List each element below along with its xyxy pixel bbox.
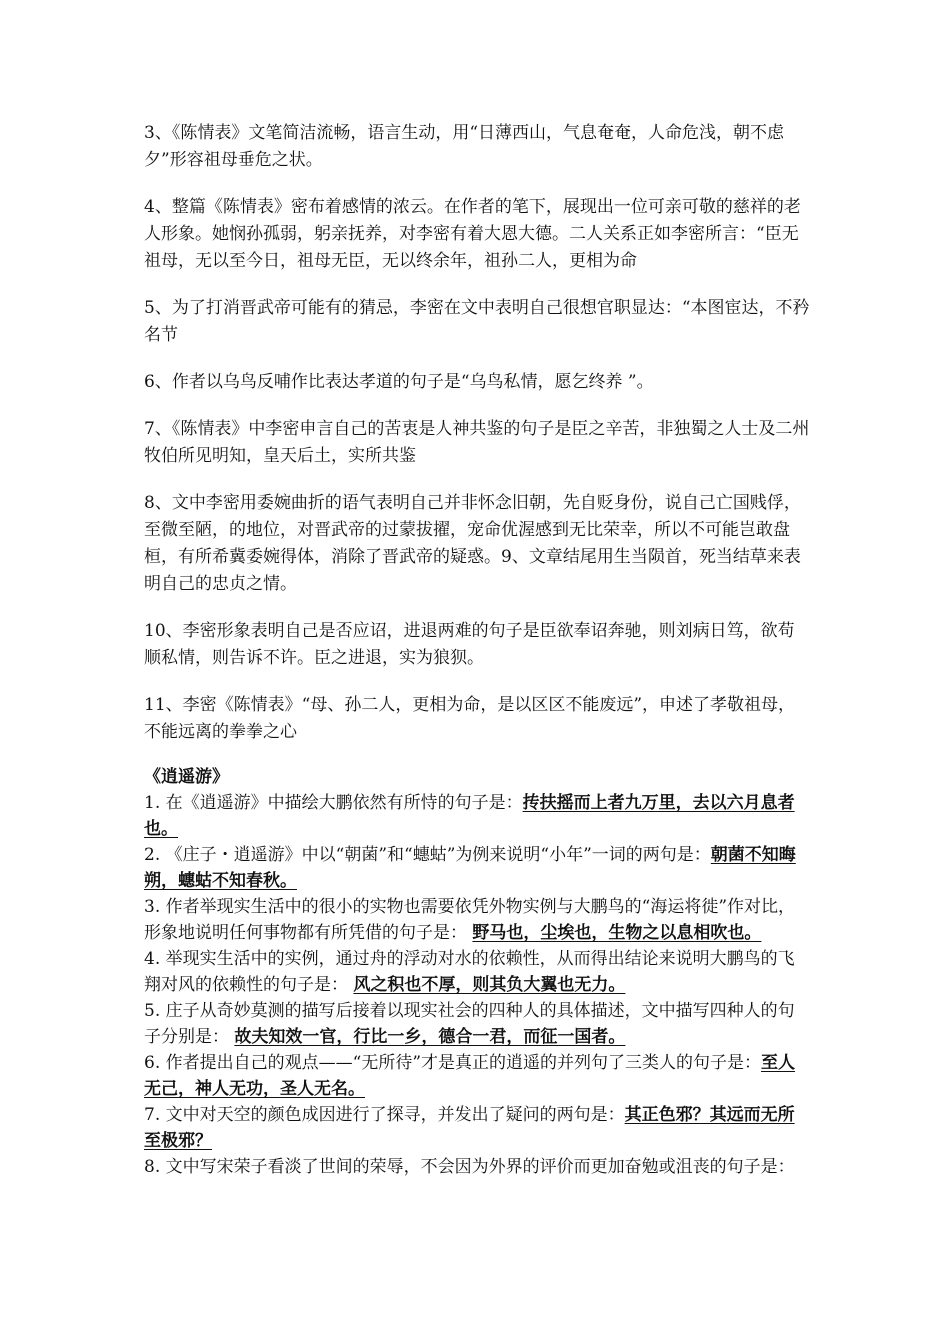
paragraph-3: 3、《陈情表》文笔简洁流畅，语言生动，用“日薄西山，气息奄奄，人命危浅，朝不虑夕”形容祖母垂危之状。: [144, 123, 785, 170]
question-text: 1. 在《逍遥游》中描绘大鹏依然有所恃的句子是：: [144, 793, 523, 813]
question-6: [144, 1050, 810, 1102]
question-text: 4. 举现实生活中的实例，通过舟的浮动对水的依赖性，从而得出结论来说明大鹏鸟的飞翔对风的依赖性的句子是：: [144, 949, 795, 995]
question-text: 3. 作者举现实生活中的很小的实物也需要依凭外物实例与大鹏鸟的“海运将徙”作对比，形象地说明任何事物都有所凭借的句子是：: [144, 897, 796, 943]
answer-text: 朝菌不知晦朔，蟪蛄不知春秋。: [144, 845, 796, 891]
paragraph-11: 11、李密《陈情表》“母、孙二人，更相为命，是以区区不能废远”，申述了孝敬祖母，不能远离的拳拳之心: [144, 695, 796, 742]
question-text: 6. 作者提出自己的观点——“无所待”才是真正的逍遥的并列句了三类人的句子是：: [144, 1053, 762, 1073]
question-text: 5. 庄子从奇妙莫测的描写后接着以现实社会的四种人的具体描述，文中描写四种人的句子分别是：: [144, 1001, 795, 1047]
question-3: [144, 894, 810, 946]
question-text: 7. 文中对天空的颜色成因进行了探寻，并发出了疑问的两句是：: [144, 1105, 625, 1125]
paragraph-10: 10、李密形象表明自己是否应诏，进退两难的句子是臣欲奉诏奔驰，则刘病日笃，欲苟顺私情，则告诉不许。臣之进退，实为狼狈。: [144, 621, 795, 668]
question-1: [144, 790, 810, 842]
question-text: 8. 文中写宋荣子看淡了世间的荣辱，不会因为外界的评价而更加奋勉或沮丧的句子是：: [144, 1157, 795, 1177]
answer-text: 其正色邪？其远而无所至极邪？: [144, 1105, 795, 1151]
document-content: [144, 120, 810, 1180]
paragraph-5: 5、为了打消晋武帝可能有的猜忌，李密在文中表明自己很想官职显达：“本图宦达，不矜名节: [144, 298, 810, 345]
question-7: [144, 1102, 810, 1154]
answer-text: 至人无己，神人无功，圣人无名。: [144, 1053, 796, 1099]
answer-text: 故夫知效一官，行比一乡，德合一君，而征一国者。: [234, 1027, 626, 1047]
question-text: 2. 《庄子・逍遥游》中以“朝菌”和“蟪蛄”为例来说明“小年”一词的两句是：: [144, 845, 711, 865]
paragraph-6: 6、作者以乌鸟反哺作比表达孝道的句子是“乌鸟私情，愿乞终养 ”。: [144, 372, 654, 392]
answer-text: 风之积也不厚，则其负大翼也无力。: [353, 975, 626, 995]
answer-text: 野马也，尘埃也，生物之以息相吹也。: [472, 923, 762, 943]
paragraph-7: 7、《陈情表》中李密申言自己的苦衷是人神共鉴的句子是臣之辛苦，非独蜀之人士及二州牧伯所见明知，皇天后土，实所共鉴: [144, 419, 810, 466]
question-5: [144, 998, 810, 1050]
section-title: 《逍遥游》: [144, 767, 229, 787]
paragraph-8: 8、文中李密用委婉曲折的语气表明自己并非怀念旧朝，先自贬身份，说自己亡国贱俘，至微至陋，的地位，对晋武帝的过蒙拔擢，宠命优渥感到无比荣幸，所以不可能岂敢盘桓，有所希冀委婉得体，消除了晋武帝的疑惑。9、文章结尾用生当陨首，死当结草来表明自己的忠贞之情。: [144, 493, 801, 594]
paragraph-4: 4、整篇《陈情表》密布着感情的浓云。在作者的笔下，展现出一位可亲可敬的慈祥的老人形象。她悯孙孤弱，躬亲抚养，对李密有着大恩大德。二人关系正如李密所言：“臣无祖母，无以至今日，祖母无臣，无以终余年，祖孙二人，更相为命: [144, 197, 801, 271]
question-4: [144, 946, 810, 998]
question-2: [144, 842, 810, 894]
answer-text: 抟扶摇而上者九万里，去以六月息者也。: [144, 793, 795, 839]
question-8: [144, 1154, 810, 1180]
